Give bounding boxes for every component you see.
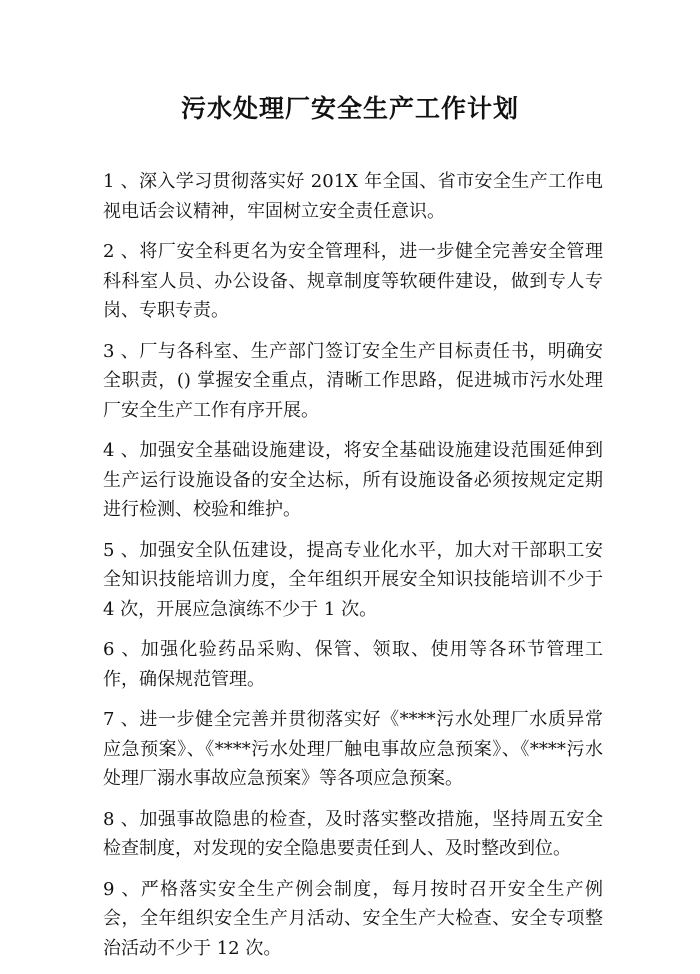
page-title: 污水处理厂安全生产工作计划 — [180, 94, 519, 123]
paragraph-2: 2 、将厂安全科更名为安全管理科，进一步健全完善安全管理科科室人员、办公设备、规章制度等软硬件建设，做到专人专岗、专职专责。 — [103, 241, 603, 321]
paragraph-7: 7 、进一步健全完善并贯彻落实好《****污水处理厂水质异常应急预案》、《****污水处理厂触电事故应急预案》、《****污水处理厂溺水事故应急预案》等各项应急预案。 — [103, 709, 603, 789]
paragraph-6: 6 、加强化验药品采购、保管、领取、使用等各环节管理工作，确保规范管理。 — [103, 639, 603, 690]
paragraph-4: 4 、加强安全基础设施建设，将安全基础设施建设范围延伸到生产运行设施设备的安全达标，所有设施设备必须按规定定期进行检测、校验和维护。 — [103, 440, 603, 520]
paragraph-5: 5 、加强安全队伍建设，提高专业化水平，加大对干部职工安全知识技能培训力度，全年组织开展安全知识技能培训不少于 4 次，开展应急演练不少于 1 次。 — [103, 539, 603, 620]
paragraph-9: 9 、严格落实安全生产例会制度，每月按时召开安全生产例会，全年组织安全生产月活动、安全生产大检查、安全专项整治活动不少于 12 次。 — [103, 878, 603, 959]
paragraph-3: 3 、厂与各科室、生产部门签订安全生产目标责任书，明确安全职责，() 掌握安全重点，清晰工作思路，促进城市污水处理厂安全生产工作有序开展。 — [103, 340, 603, 421]
paragraph-8: 8 、加强事故隐患的检查，及时落实整改措施，坚持周五安全检查制度，对发现的安全隐患要责任到人、及时整改到位。 — [103, 808, 603, 859]
paragraph-1: 1 、深入学习贯彻落实好 201X 年全国、省市安全生产工作电视电话会议精神，牢固树立安全责任意识。 — [103, 171, 603, 222]
document-body — [103, 167, 603, 974]
